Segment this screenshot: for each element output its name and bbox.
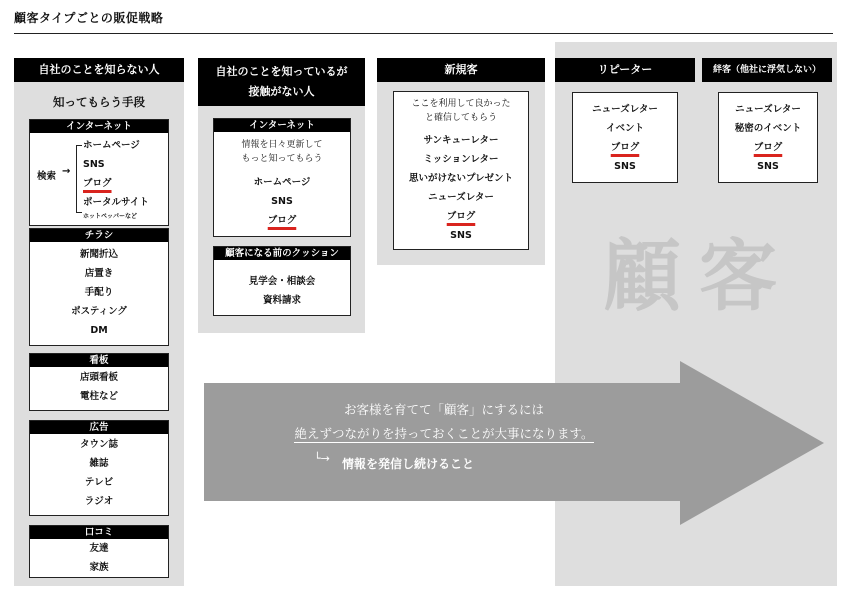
- group-flyer-title: チラシ: [30, 229, 168, 242]
- list-item: ポータルサイト: [83, 197, 149, 208]
- list-item: 友達: [89, 543, 109, 554]
- highlighted-text: ブログ: [267, 215, 297, 226]
- big-label: 顧客: [603, 232, 796, 322]
- list-item: タウン誌: [79, 439, 118, 450]
- bracket-line: [76, 145, 82, 213]
- list-item-highlighted: [573, 138, 677, 157]
- list-item: ホームページ: [253, 177, 311, 188]
- group-repeater: [572, 92, 678, 183]
- column-unaware-subtitle: 知ってもらう手段: [53, 95, 145, 109]
- list-item: ニューズレター: [428, 192, 494, 203]
- list-item: SNS: [271, 196, 293, 207]
- list-item: SNS: [83, 159, 105, 170]
- arrow-right-icon: →: [62, 166, 71, 177]
- sub-note: ホットペッパーなど: [83, 213, 138, 220]
- highlighted-text: ブログ: [610, 142, 640, 153]
- list-item: ミッションレター: [423, 154, 499, 165]
- page-title: 顧客タイプごとの販促戦略: [14, 11, 164, 25]
- group-internet-2: [213, 118, 351, 237]
- group-word-of-mouth: [29, 525, 169, 578]
- list-item: 新聞折込: [79, 249, 118, 260]
- list-item: SNS: [614, 161, 636, 172]
- list-item: 雑誌: [89, 458, 109, 469]
- corner-arrow-icon: └→: [314, 452, 330, 465]
- group-loyal: [718, 92, 818, 183]
- list-item: テレビ: [84, 477, 114, 488]
- group-internet-2-title: インターネット: [214, 119, 350, 132]
- title-divider: [14, 33, 833, 34]
- column-loyal-header: 絆客（他社に浮気しない）: [702, 58, 832, 82]
- header-line-1: 自社のことを知っているが: [215, 65, 348, 78]
- note-line: 情報を日々更新して: [241, 140, 323, 150]
- group-ads-title: 広告: [30, 421, 168, 434]
- group-cushion: [213, 246, 351, 316]
- list-item: 家族: [89, 562, 109, 573]
- column-aware-no-contact-header: [198, 58, 365, 106]
- search-label: 検索: [37, 171, 57, 182]
- list-item-highlighted: [394, 207, 528, 226]
- group-ads: [29, 420, 169, 516]
- list-item: 資料請求: [262, 295, 301, 306]
- list-item: 見学会・相談会: [248, 276, 316, 287]
- list-item: 手配り: [84, 287, 114, 298]
- list-item: サンキューレター: [423, 135, 499, 146]
- list-item: 思いがけないプレゼント: [408, 173, 514, 184]
- group-internet: [29, 119, 169, 226]
- group-flyer: [29, 228, 169, 346]
- arrow-text-line3: 情報を発信し続けること: [342, 457, 475, 471]
- list-item-highlighted: [719, 138, 817, 157]
- list-item: ポスティング: [71, 306, 127, 317]
- group-new-customer: [393, 91, 529, 250]
- note-line: と確信してもらう: [424, 113, 497, 123]
- list-item: イベント: [605, 123, 644, 134]
- list-item: DM: [90, 325, 108, 336]
- group-cushion-title: 顧客になる前のクッション: [214, 247, 350, 260]
- column-unaware-header: 自社のことを知らない人: [14, 58, 184, 82]
- note-line: ここを利用して良かった: [411, 99, 511, 109]
- list-item: 店頭看板: [79, 372, 118, 383]
- arrow-text-line1: お客様を育てて「顧客」にするには: [343, 402, 544, 417]
- list-item: SNS: [450, 230, 472, 241]
- group-signboard-title: 看板: [30, 354, 168, 367]
- list-item: ホームページ: [83, 140, 140, 151]
- group-word-of-mouth-title: 口コミ: [30, 526, 168, 539]
- list-item-highlighted: ブログ: [83, 178, 112, 189]
- column-new-customer-header: 新規客: [377, 58, 545, 82]
- list-item: ラジオ: [84, 496, 114, 507]
- note-line: もっと知ってもらう: [241, 154, 323, 164]
- group-signboard: [29, 353, 169, 411]
- list-item: 電柱など: [79, 391, 118, 402]
- column-repeater-header: リピーター: [555, 58, 695, 82]
- list-item: ニューズレター: [735, 104, 801, 115]
- group-internet-title: インターネット: [30, 120, 168, 133]
- list-item: 秘密のイベント: [734, 123, 802, 134]
- arrow-text-line2: [224, 423, 664, 445]
- highlighted-text: ブログ: [753, 142, 783, 153]
- list-item: 店置き: [84, 268, 114, 279]
- list-item: SNS: [757, 161, 779, 172]
- list-item-highlighted: [214, 211, 350, 230]
- highlighted-text: ブログ: [446, 211, 476, 222]
- list-item: ニューズレター: [592, 104, 658, 115]
- header-line-2: 接触がない人: [248, 85, 315, 98]
- arrow-text-emphasis: 絶えずつながりを持っておくことが大事になります。: [294, 426, 594, 441]
